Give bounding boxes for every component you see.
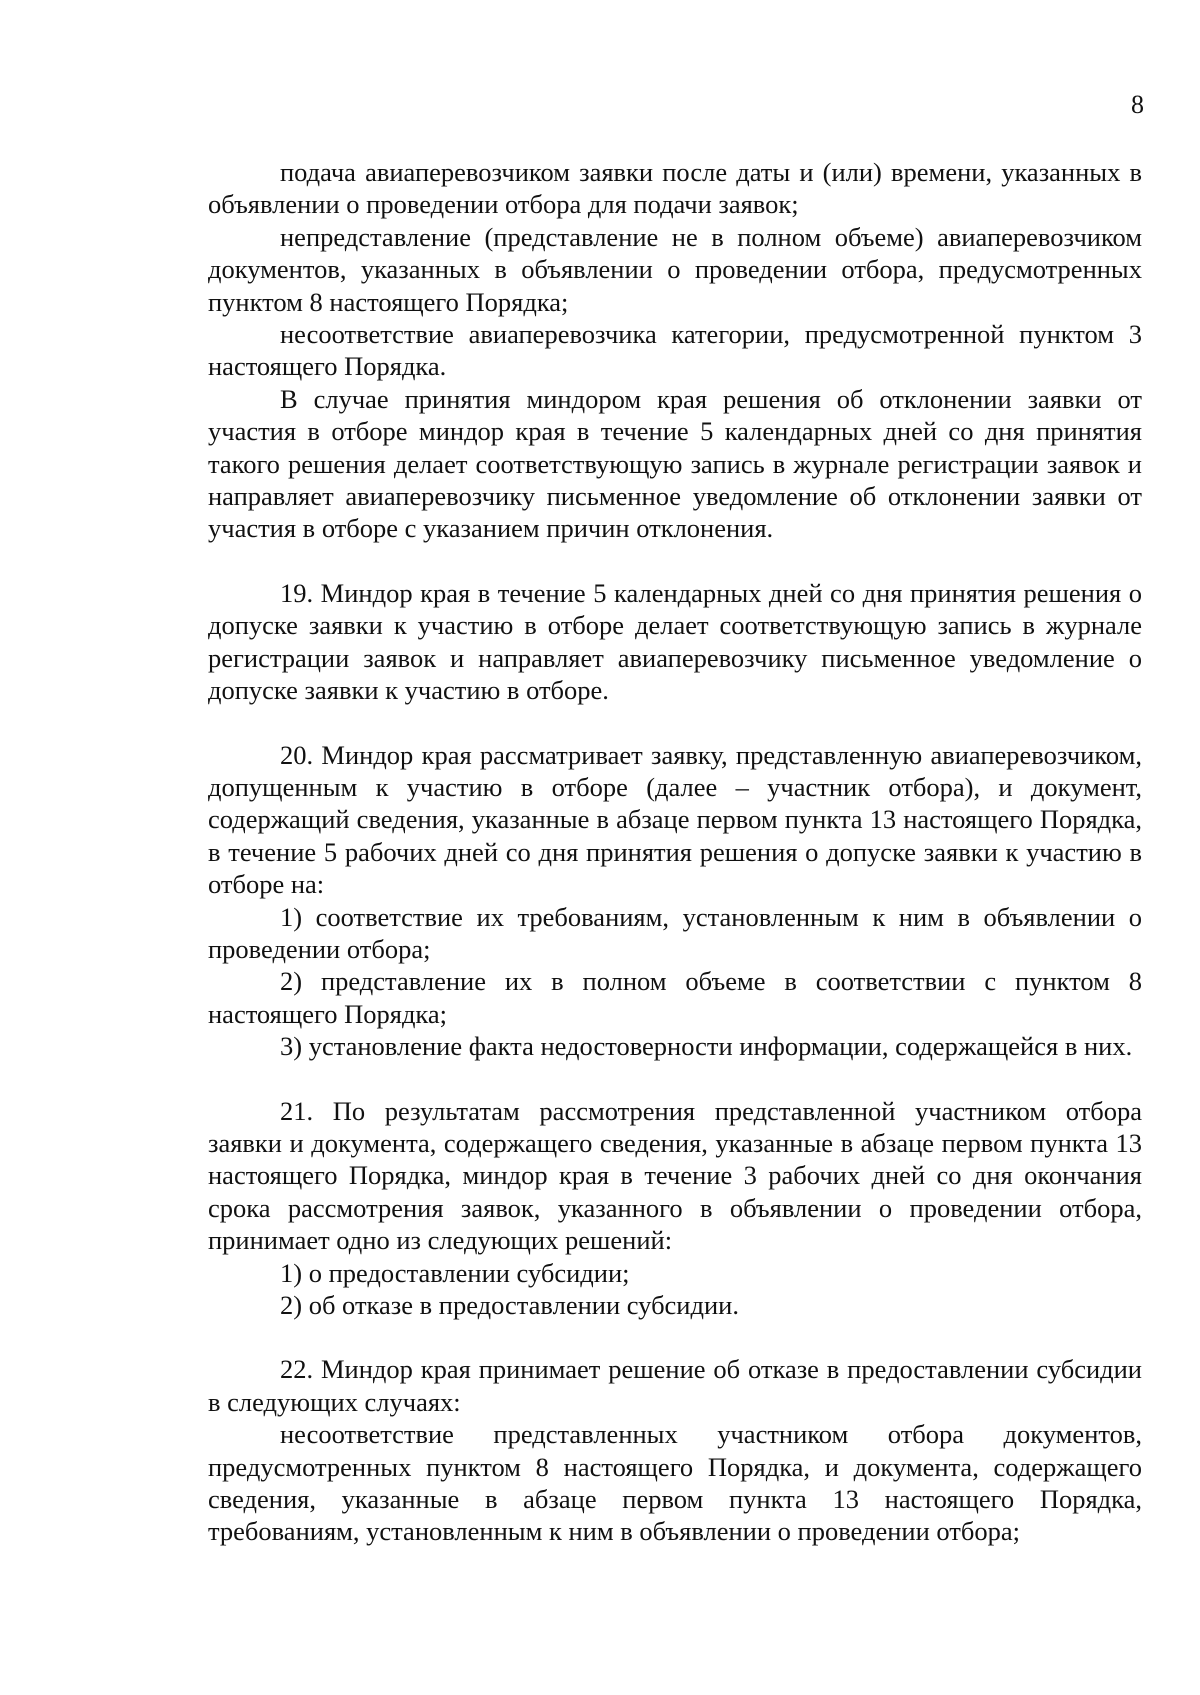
document-body: [208, 156, 1142, 1548]
paragraph-item-21: 21. По результатам рассмотрения представленной участником отбора заявки и документа, содержащего сведения, указанные в абзаце первом пункта 13 настоящего Порядка, миндор края в течение 3 рабочих дней со дня окончания срока рассмотрения заявок, указанного в объявлении о проведении отбора, принимает одно из следующих решений:: [208, 1095, 1142, 1256]
paragraph-rejection-notice: В случае принятия миндором края решения об отклонении заявки от участия в отборе миндор края в течение 5 календарных дней со дня принятия такого решения делает соответствующую запись в журнале регистрации заявок и направляет авиаперевозчику письменное уведомление об отклонении заявки от участия в отборе с указанием причин отклонения.: [208, 383, 1142, 544]
paragraph-late-submission: подача авиаперевозчиком заявки после даты и (или) времени, указанных в объявлении о проведении отбора для подачи заявок;: [208, 157, 1142, 220]
paragraph-item-20-sub-2: 2) представление их в полном объеме в соответствии с пунктом 8 настоящего Порядка;: [208, 966, 1142, 1029]
paragraph-item-20: 20. Миндор края рассматривает заявку, представленную авиаперевозчиком, допущенным к участию в отборе (далее – участник отбора), и документ, содержащий сведения, указанные в абзаце первом пункта 13 настоящего Порядка, в течение 5 рабочих дней со дня принятия решения о допуске заявки к участию в отборе на:: [208, 739, 1142, 900]
paragraph-item-21-sub-2: 2) об отказе в предоставлении субсидии.: [280, 1290, 739, 1320]
paragraph-item-19: 19. Миндор края в течение 5 календарных дней со дня принятия решения о допуске заявки к участию в отборе делает соответствующую запись в журнале регистрации заявок и направляет авиаперевозчику письменное уведомление о допуске заявки к участию в отборе.: [208, 577, 1142, 706]
paragraph-item-20-sub-3: 3) установление факта недостоверности информации, содержащейся в них.: [280, 1031, 1133, 1062]
paragraph-item-22: 22. Миндор края принимает решение об отказе в предоставлении субсидии в следующих случаях:: [208, 1354, 1142, 1417]
page-number: 8: [1131, 90, 1144, 119]
paragraph-item-22-case-1: несоответствие представленных участником отбора документов, предусмотренных пунктом 8 настоящего Порядка, и документа, содержащего сведения, указанные в абзаце первом пункта 13 настоящего Порядка, требованиям, установленным к ним в объявлении о проведении отбора;: [208, 1419, 1142, 1547]
paragraph-item-20-sub-1: 1) соответствие их требованиям, установленным к ним в объявлении о проведении отбора;: [208, 901, 1142, 964]
paragraph-documents-missing: непредставление (представление не в полном объеме) авиаперевозчиком документов, указанных в объявлении о проведении отбора, предусмотренных пунктом 8 настоящего Порядка;: [208, 221, 1142, 317]
paragraph-category-mismatch: несоответствие авиаперевозчика категории, предусмотренной пунктом 3 настоящего Порядка.: [208, 319, 1142, 382]
paragraph-item-21-sub-1: 1) о предоставлении субсидии;: [280, 1257, 630, 1288]
